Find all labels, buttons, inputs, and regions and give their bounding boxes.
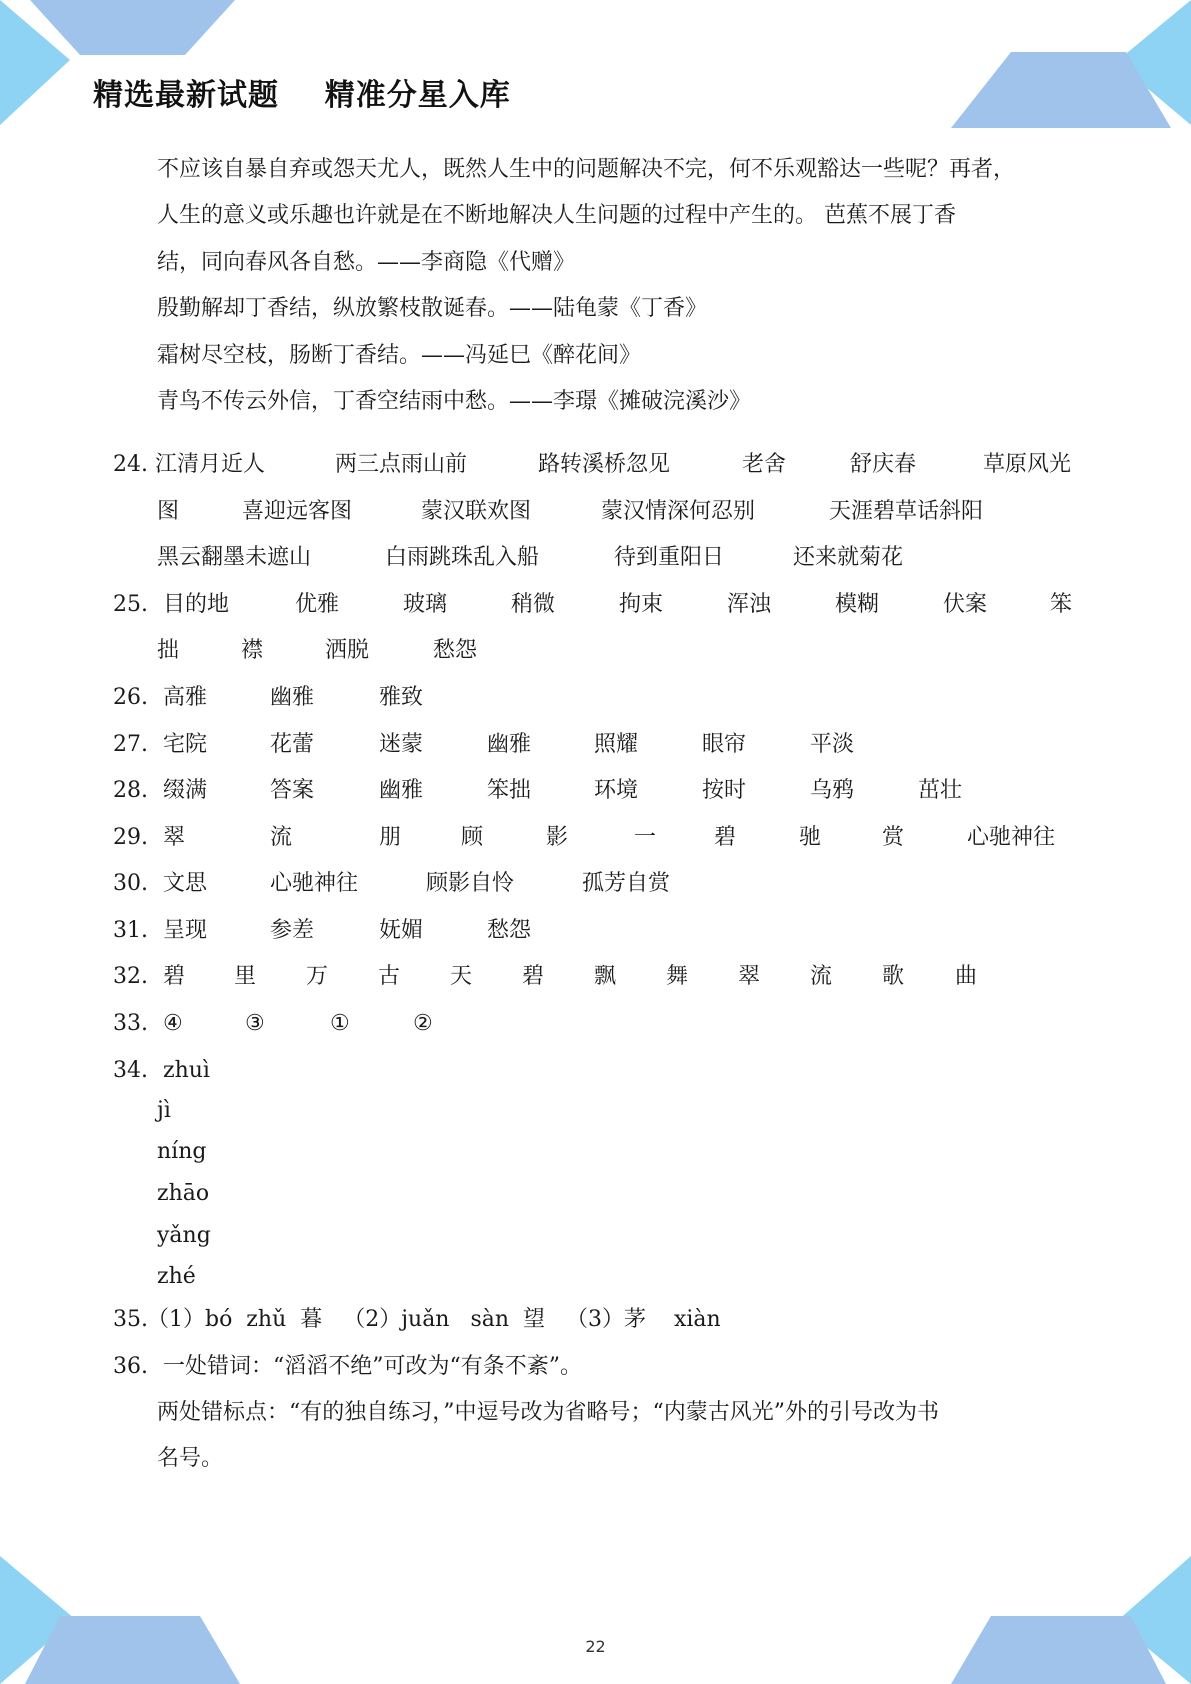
intro-line: 殷勤解却丁香结，纵放繁枝散诞春。——陆龟蒙《丁香》 bbox=[157, 296, 708, 321]
answer-word: 稍微 bbox=[511, 592, 556, 617]
answer-word: 襟 bbox=[241, 638, 264, 663]
answer-word: ① bbox=[330, 1011, 350, 1036]
answer-word: 幽雅 bbox=[487, 732, 532, 757]
answer-word: 洒脱 bbox=[325, 638, 370, 663]
corner-decoration-top-right bbox=[931, 0, 1191, 130]
answer-word: 碧 bbox=[714, 825, 737, 850]
answer-word: 幽雅 bbox=[379, 778, 424, 803]
answer-word: ② bbox=[413, 1011, 433, 1036]
answer-word: 一 bbox=[634, 825, 657, 850]
answer-word: （1）bó zhǔ 暮 （2）juǎn sàn 望 （3）茅 xiàn bbox=[147, 1307, 721, 1332]
item-number: 31. bbox=[113, 918, 148, 943]
answer-word: 目的地 bbox=[163, 592, 230, 617]
answer-word: 心驰神往 bbox=[967, 825, 1056, 850]
answer-word: 驰 bbox=[799, 825, 822, 850]
answer-word: 天 bbox=[450, 964, 473, 989]
answer-word: 路转溪桥忽见 bbox=[538, 452, 671, 477]
item-number: 30. bbox=[113, 871, 148, 896]
answer-word: 宅院 bbox=[163, 732, 208, 757]
answer-word: 参差 bbox=[270, 918, 315, 943]
answer-word: 影 bbox=[546, 825, 569, 850]
answer-word: 眼帘 bbox=[702, 732, 747, 757]
answer-word: 顾影自怜 bbox=[426, 871, 515, 896]
answer-word: 拘束 bbox=[619, 592, 664, 617]
answer-word: 孤芳自赏 bbox=[582, 871, 671, 896]
answer-word: jì bbox=[157, 1098, 171, 1123]
answer-word: 幽雅 bbox=[270, 685, 315, 710]
corner-decoration-bottom-right bbox=[931, 1554, 1191, 1684]
answer-word: 笨拙 bbox=[487, 778, 532, 803]
answer-word: zhāo bbox=[157, 1181, 210, 1206]
answer-word: 优雅 bbox=[295, 592, 340, 617]
answer-word: 万 bbox=[306, 964, 329, 989]
answer-word: 愁怨 bbox=[487, 918, 532, 943]
answer-word: 舒庆春 bbox=[850, 452, 917, 477]
answer-word: 愁怨 bbox=[433, 638, 478, 663]
answer-word: 喜迎远客图 bbox=[242, 499, 353, 524]
answer-word: 歌 bbox=[882, 964, 905, 989]
answer-word: 曲 bbox=[955, 964, 978, 989]
answer-word: 按时 bbox=[702, 778, 747, 803]
item-number: 28. bbox=[113, 778, 148, 803]
item-number: 32. bbox=[113, 964, 148, 989]
intro-line: 结，同向春风各自愁。——李商隐《代赠》 bbox=[157, 250, 576, 275]
answer-word: 模糊 bbox=[835, 592, 880, 617]
answer-word: 浑浊 bbox=[727, 592, 772, 617]
answer-word: 黑云翻墨未遮山 bbox=[157, 545, 312, 570]
answer-word: 妩媚 bbox=[379, 918, 424, 943]
answer-word: zhé bbox=[157, 1264, 196, 1289]
answer-word: 花蕾 bbox=[270, 732, 315, 757]
answer-word: 朋 bbox=[379, 825, 402, 850]
intro-line: 不应该自暴自弃或怨天尤人，既然人生中的问题解决不完，何不乐观豁达一些呢？再者， bbox=[157, 157, 1016, 182]
answer-word: ④ bbox=[163, 1011, 183, 1036]
intro-line: 青鸟不传云外信，丁香空结雨中愁。——李璟《摊破浣溪沙》 bbox=[157, 389, 752, 414]
item-number: 26. bbox=[113, 685, 148, 710]
item-number: 33. bbox=[113, 1011, 148, 1036]
answer-word: 流 bbox=[810, 964, 833, 989]
answer-word: 呈现 bbox=[163, 918, 208, 943]
corner-decoration-bottom-left bbox=[0, 1554, 260, 1684]
page-number: 22 bbox=[585, 1637, 606, 1656]
answer-word: 碧 bbox=[522, 964, 545, 989]
answer-word: 还来就菊花 bbox=[793, 545, 904, 570]
item-number: 34. bbox=[113, 1058, 148, 1083]
answer-word: 两三点雨山前 bbox=[335, 452, 468, 477]
answer-word: 古 bbox=[378, 964, 401, 989]
answer-word: yǎng bbox=[157, 1223, 211, 1248]
answer-word: 茁壮 bbox=[918, 778, 963, 803]
answer-word: 答案 bbox=[270, 778, 315, 803]
item-number: 27. bbox=[113, 732, 148, 757]
answer-word: 伏案 bbox=[943, 592, 988, 617]
answer-word: 乌鸦 bbox=[810, 778, 855, 803]
answer-word: 流 bbox=[270, 825, 293, 850]
answer-word: ③ bbox=[245, 1011, 265, 1036]
answer-word: 笨 bbox=[1050, 592, 1073, 617]
answer-word: 老舍 bbox=[742, 452, 787, 477]
page-header-title: 精选最新试题 精准分星入库 bbox=[93, 78, 511, 113]
answer-word: 图 bbox=[157, 499, 180, 524]
item-number: 29. bbox=[113, 825, 148, 850]
answer-word: 待到重阳日 bbox=[614, 545, 725, 570]
answer-word: zhuì bbox=[163, 1058, 210, 1083]
item-number: 35. bbox=[113, 1307, 148, 1332]
answer-word: 翠 bbox=[738, 964, 761, 989]
answer-word: 江清月近人 bbox=[155, 452, 266, 477]
answer-word: 赏 bbox=[882, 825, 905, 850]
answer-word: 顾 bbox=[461, 825, 484, 850]
answer-word: 蒙汉联欢图 bbox=[421, 499, 532, 524]
item-number: 36. bbox=[113, 1354, 148, 1379]
answer-word: 迷蒙 bbox=[379, 732, 424, 757]
answer-word: 拙 bbox=[157, 638, 180, 663]
answer-word: 里 bbox=[234, 964, 257, 989]
answer-word: níng bbox=[157, 1139, 207, 1164]
answer-word: 高雅 bbox=[163, 685, 208, 710]
item-number: 24. bbox=[113, 452, 148, 477]
answer-word: 雅致 bbox=[379, 685, 424, 710]
intro-line: 人生的意义或乐趣也许就是在不断地解决人生问题的过程中产生的。 芭蕉不展丁香 bbox=[157, 203, 956, 228]
answer-word: 天涯碧草话斜阳 bbox=[829, 499, 984, 524]
answer-word: 两处错标点：“有的独自练习，”中逗号改为省略号；“内蒙古风光”外的引号改为书 bbox=[157, 1400, 939, 1425]
answer-word: 一处错词：“滔滔不绝”可改为“有条不紊”。 bbox=[163, 1354, 582, 1379]
answer-word: 缀满 bbox=[163, 778, 208, 803]
intro-line: 霜树尽空枝，肠断丁香结。——冯延巳《醉花间》 bbox=[157, 343, 642, 368]
answer-word: 碧 bbox=[163, 964, 186, 989]
answer-word: 环境 bbox=[594, 778, 639, 803]
answer-word: 翠 bbox=[163, 825, 186, 850]
answer-word: 照耀 bbox=[594, 732, 639, 757]
answer-word: 蒙汉情深何忍别 bbox=[601, 499, 756, 524]
item-number: 25. bbox=[113, 592, 148, 617]
answer-word: 草原风光 bbox=[983, 452, 1072, 477]
answer-word: 舞 bbox=[666, 964, 689, 989]
answer-word: 名号。 bbox=[157, 1446, 224, 1471]
answer-word: 白雨跳珠乱入船 bbox=[385, 545, 540, 570]
answer-word: 平淡 bbox=[810, 732, 855, 757]
answer-word: 文思 bbox=[163, 871, 208, 896]
answer-word: 飘 bbox=[594, 964, 617, 989]
answer-word: 心驰神往 bbox=[270, 871, 359, 896]
answer-word: 玻璃 bbox=[403, 592, 448, 617]
